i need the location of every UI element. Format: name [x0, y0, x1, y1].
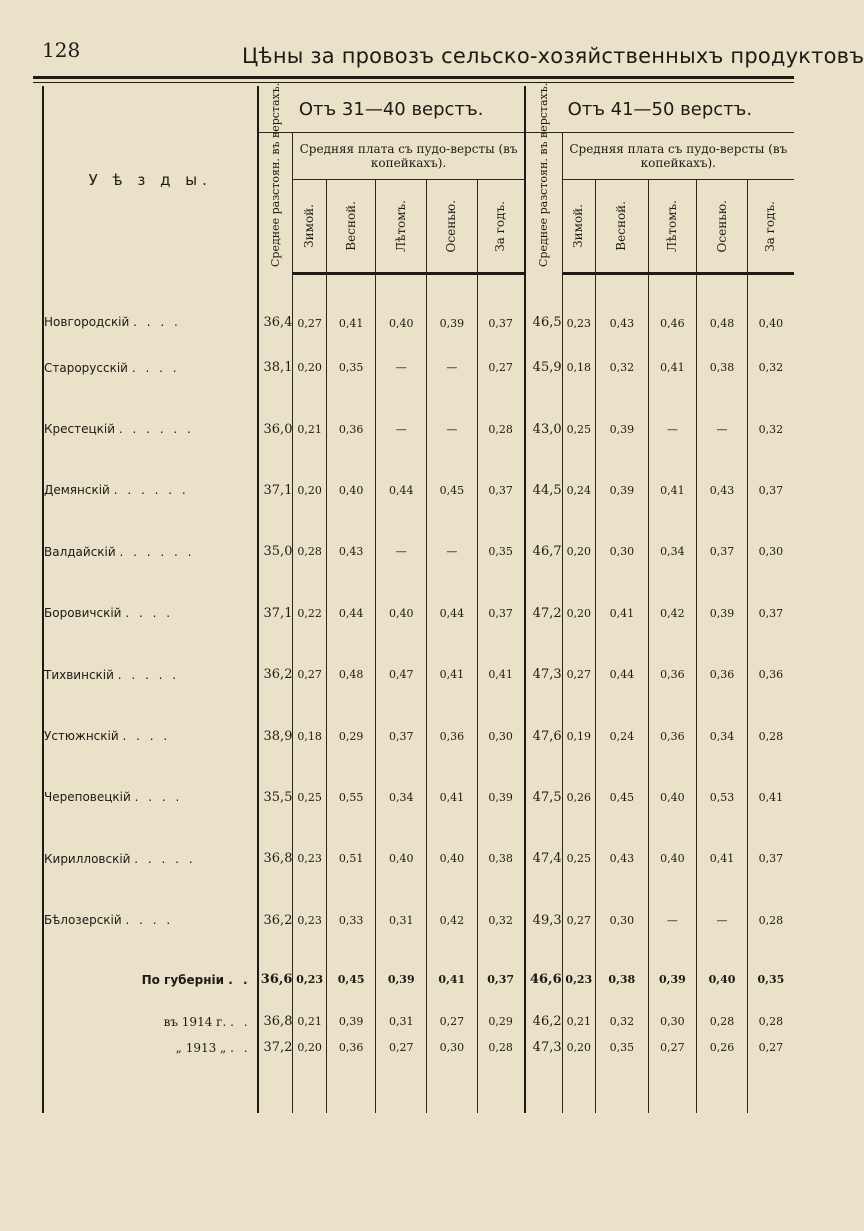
blank-cell: [293, 1061, 326, 1113]
distance-header-2: [525, 82, 562, 274]
season-year-1: [477, 180, 525, 274]
price-cell: 0,48: [697, 274, 748, 338]
uezd-name: Валдайскій: [44, 544, 116, 559]
blank-cell: [427, 1061, 478, 1113]
season-label: Весной.: [614, 201, 629, 251]
price-cell: —: [427, 398, 478, 459]
distance-cell: 35,0: [258, 521, 293, 582]
distance-cell: 37,1: [258, 583, 293, 644]
price-cell: 0,30: [427, 1035, 478, 1061]
page-number: 128: [42, 38, 81, 62]
price-cell: 0,48: [326, 644, 376, 705]
price-cell: 0,20: [293, 337, 326, 398]
uezd-name-cell: [43, 951, 258, 1009]
price-cell: 0,28: [293, 521, 326, 582]
season-label: За годъ.: [763, 200, 778, 252]
price-cell: —: [648, 890, 697, 951]
distance-cell: 37,1: [258, 460, 293, 521]
season-winter-2: [562, 180, 595, 274]
price-cell: 0,44: [326, 583, 376, 644]
season-label: Осенью.: [444, 199, 459, 253]
blank-cell: [326, 1061, 376, 1113]
uezd-name: Кирилловскій: [44, 851, 131, 866]
distance-cell: 36,6: [258, 951, 293, 1009]
price-cell: 0,29: [477, 1009, 525, 1035]
distance-cell: 43,0: [525, 398, 562, 459]
price-cell: 0,28: [477, 398, 525, 459]
price-cell: 0,41: [427, 951, 478, 1009]
distance-cell: 36,8: [258, 1009, 293, 1035]
blank-cell: [477, 1061, 525, 1113]
price-cell: 0,32: [477, 890, 525, 951]
blank-cell: [258, 1061, 293, 1113]
price-cell: 0,39: [376, 951, 427, 1009]
price-cell: 0,41: [747, 767, 794, 828]
price-cell: 0,55: [326, 767, 376, 828]
price-cell: 0,39: [326, 1009, 376, 1035]
price-cell: 0,31: [376, 1009, 427, 1035]
uezd-name: Новгородскій: [44, 315, 130, 330]
leader-dots: . . . .: [125, 913, 174, 928]
price-cell: 0,22: [293, 583, 326, 644]
price-cell: 0,27: [293, 644, 326, 705]
season-label: Зимой.: [302, 204, 317, 248]
price-cell: —: [376, 521, 427, 582]
price-cell: —: [427, 337, 478, 398]
price-cell: 0,38: [697, 337, 748, 398]
price-cell: 0,23: [562, 274, 595, 338]
price-cell: 0,35: [326, 337, 376, 398]
uezd-name: Старорусскій: [44, 360, 128, 375]
price-cell: 0,45: [596, 767, 649, 828]
price-cell: 0,34: [648, 521, 697, 582]
season-label: Лѣтомъ.: [393, 200, 408, 252]
price-cell: 0,30: [596, 890, 649, 951]
price-cell: 0,21: [293, 1009, 326, 1035]
price-cell: 0,51: [326, 828, 376, 889]
price-cell: 0,37: [477, 951, 525, 1009]
leader-dots: . . . .: [133, 315, 181, 330]
price-cell: 0,46: [648, 274, 697, 338]
price-cell: 0,53: [697, 767, 748, 828]
price-cell: 0,39: [697, 583, 748, 644]
price-cell: 0,32: [747, 337, 794, 398]
price-cell: 0,40: [376, 828, 427, 889]
distance-header-2-text: Среднее разстоян. въ верстахъ.: [536, 82, 550, 268]
leader-dots: . .: [230, 1014, 251, 1029]
price-cell: 0,36: [747, 644, 794, 705]
price-cell: —: [376, 337, 427, 398]
distance-cell: 37,2: [258, 1035, 293, 1061]
distance-cell: 36,0: [258, 398, 293, 459]
blank-cell: [697, 1061, 748, 1113]
price-cell: 0,36: [648, 705, 697, 766]
price-cell: 0,30: [596, 521, 649, 582]
price-cell: 0,40: [376, 274, 427, 338]
total-row: [43, 951, 794, 1009]
price-cell: 0,27: [477, 337, 525, 398]
season-autumn-1: [427, 180, 478, 274]
price-cell: 0,37: [697, 521, 748, 582]
uezd-name-cell: [43, 767, 258, 828]
price-cell: 0,41: [648, 337, 697, 398]
season-label: Лѣтомъ.: [664, 200, 679, 252]
price-cell: 0,40: [648, 828, 697, 889]
distance-cell: 46,6: [525, 951, 562, 1009]
price-cell: 0,35: [477, 521, 525, 582]
uezd-name: Тихвинскій: [44, 667, 114, 682]
price-cell: —: [376, 398, 427, 459]
top-rule: [33, 76, 794, 79]
running-title: Цѣны за провозъ сельско-хозяйственныхъ продуктовъ: [242, 44, 864, 68]
distance-cell: 47,4: [525, 828, 562, 889]
table-row: [43, 521, 794, 582]
price-cell: 0,41: [477, 644, 525, 705]
price-cell: 0,40: [747, 274, 794, 338]
price-cell: 0,42: [427, 890, 478, 951]
uezd-name: Устюжнскій: [44, 729, 119, 744]
price-cell: 0,27: [562, 890, 595, 951]
table-row: [43, 583, 794, 644]
leader-dots: . . . . . .: [113, 483, 189, 498]
uezd-name-cell: [43, 583, 258, 644]
price-cell: 0,41: [648, 460, 697, 521]
uezd-name-cell: [43, 705, 258, 766]
price-cell: 0,41: [697, 828, 748, 889]
table-row: [43, 890, 794, 951]
distance-cell: 47,5: [525, 767, 562, 828]
leader-dots: . . . .: [125, 606, 174, 621]
table-spacer-row: [43, 1061, 794, 1113]
price-cell: 0,20: [293, 460, 326, 521]
price-cell: 0,23: [293, 890, 326, 951]
distance-header-1: [258, 82, 293, 274]
season-spring-2: [596, 180, 649, 274]
price-cell: 0,39: [648, 951, 697, 1009]
price-cell: 0,20: [562, 583, 595, 644]
price-cell: 0,29: [326, 705, 376, 766]
price-cell: 0,25: [562, 828, 595, 889]
price-cell: —: [427, 521, 478, 582]
distance-cell: 46,5: [525, 274, 562, 338]
price-cell: 0,21: [562, 1009, 595, 1035]
price-cell: 0,37: [477, 460, 525, 521]
uezd-name-cell: [43, 828, 258, 889]
price-cell: 0,36: [648, 644, 697, 705]
table-row: [43, 767, 794, 828]
price-cell: 0,37: [747, 460, 794, 521]
uezdy-header: У ѣ з д ы.: [43, 86, 258, 274]
blank-cell: [525, 1061, 562, 1113]
table-row: [43, 460, 794, 521]
price-cell: 0,43: [326, 521, 376, 582]
leader-dots: . . . .: [131, 360, 180, 375]
price-cell: 0,18: [293, 705, 326, 766]
uezd-name-cell: [43, 890, 258, 951]
price-cell: 0,37: [477, 274, 525, 338]
price-cell: 0,27: [747, 1035, 794, 1061]
price-cell: 0,40: [697, 951, 748, 1009]
price-cell: 0,35: [747, 951, 794, 1009]
price-cell: 0,42: [648, 583, 697, 644]
season-winter-1: [293, 180, 326, 274]
avg-pay-header-1: Средняя плата съ пудо-версты (въ копейкахъ).: [293, 133, 525, 180]
distance-cell: 44,5: [525, 460, 562, 521]
distance-cell: 36,2: [258, 890, 293, 951]
price-cell: 0,28: [747, 1009, 794, 1035]
avg-pay-header-2: Средняя плата съ пудо-версты (въ копейкахъ).: [562, 133, 794, 180]
season-label: Осенью.: [714, 199, 729, 253]
blank-cell: [596, 1061, 649, 1113]
uezd-name: „ 1913 „: [175, 1040, 227, 1055]
price-cell: 0,34: [376, 767, 427, 828]
season-summer-1: [376, 180, 427, 274]
price-cell: —: [697, 890, 748, 951]
blank-cell: [376, 1061, 427, 1113]
uezd-name-cell: [43, 1035, 258, 1061]
distance-cell: 45,9: [525, 337, 562, 398]
freight-price-table: [42, 82, 794, 1113]
price-cell: 0,45: [326, 951, 376, 1009]
price-cell: 0,43: [596, 274, 649, 338]
leader-dots: . . . . . .: [118, 422, 194, 437]
year-row: [43, 1035, 794, 1061]
price-cell: 0,38: [596, 951, 649, 1009]
price-cell: 0,33: [326, 890, 376, 951]
season-label: Весной.: [343, 201, 358, 251]
price-cell: 0,41: [427, 767, 478, 828]
price-cell: 0,39: [596, 460, 649, 521]
price-cell: 0,43: [596, 828, 649, 889]
price-cell: 0,23: [293, 951, 326, 1009]
leader-dots: . . . . .: [117, 667, 180, 682]
distance-cell: 36,2: [258, 644, 293, 705]
price-cell: 0,34: [697, 705, 748, 766]
price-cell: 0,40: [376, 583, 427, 644]
price-cell: 0,28: [477, 1035, 525, 1061]
price-cell: 0,24: [562, 460, 595, 521]
price-cell: 0,39: [596, 398, 649, 459]
leader-dots: . . . . . .: [119, 544, 195, 559]
season-label: За годъ.: [493, 200, 508, 252]
price-cell: 0,18: [562, 337, 595, 398]
uezd-name: въ 1914 г.: [163, 1014, 227, 1029]
price-cell: 0,27: [427, 1009, 478, 1035]
distance-cell: 35,5: [258, 767, 293, 828]
price-cell: 0,45: [427, 460, 478, 521]
price-cell: 0,37: [376, 705, 427, 766]
distance-cell: 47,3: [525, 1035, 562, 1061]
price-cell: 0,21: [293, 398, 326, 459]
price-cell: 0,30: [747, 521, 794, 582]
price-cell: 0,47: [376, 644, 427, 705]
uezd-name-cell: [43, 460, 258, 521]
distance-cell: 49,3: [525, 890, 562, 951]
distance-cell: 47,2: [525, 583, 562, 644]
price-cell: 0,24: [596, 705, 649, 766]
uezd-name: Демянскій: [44, 483, 110, 498]
price-cell: 0,32: [747, 398, 794, 459]
leader-dots: . . . .: [134, 790, 183, 805]
year-row: [43, 1009, 794, 1035]
price-cell: 0,27: [376, 1035, 427, 1061]
season-spring-1: [326, 180, 376, 274]
distance-cell: 36,8: [258, 828, 293, 889]
table-row: [43, 705, 794, 766]
distance-cell: 38,9: [258, 705, 293, 766]
price-cell: 0,41: [596, 583, 649, 644]
blank-cell: [562, 1061, 595, 1113]
price-cell: 0,19: [562, 705, 595, 766]
distance-cell: 46,2: [525, 1009, 562, 1035]
price-cell: 0,43: [697, 460, 748, 521]
blank-cell: [43, 1061, 258, 1113]
price-cell: 0,44: [427, 583, 478, 644]
price-cell: 0,40: [648, 767, 697, 828]
price-cell: 0,36: [427, 705, 478, 766]
price-cell: 0,25: [293, 767, 326, 828]
price-cell: 0,39: [477, 767, 525, 828]
group-41-50-header: Отъ 41—50 верстъ.: [525, 86, 794, 133]
price-cell: 0,41: [427, 644, 478, 705]
price-cell: 0,37: [477, 583, 525, 644]
table-row: [43, 644, 794, 705]
uezd-name: Череповецкій: [44, 790, 131, 805]
price-cell: 0,36: [697, 644, 748, 705]
uezd-name-cell: [43, 398, 258, 459]
price-cell: 0,30: [477, 705, 525, 766]
price-cell: 0,27: [648, 1035, 697, 1061]
price-cell: 0,37: [747, 828, 794, 889]
season-label: Зимой.: [571, 204, 586, 248]
leader-dots: . . . . .: [134, 851, 196, 866]
table-row: [43, 398, 794, 459]
price-cell: 0,31: [376, 890, 427, 951]
uezd-name: Боровичскій: [44, 606, 122, 621]
price-cell: —: [697, 398, 748, 459]
price-cell: 0,30: [648, 1009, 697, 1035]
distance-cell: 36,4: [258, 274, 293, 338]
uezd-name-cell: [43, 337, 258, 398]
leader-dots: . .: [228, 972, 251, 987]
price-cell: 0,37: [747, 583, 794, 644]
distance-cell: 47,6: [525, 705, 562, 766]
price-cell: 0,44: [376, 460, 427, 521]
price-cell: 0,28: [747, 890, 794, 951]
price-cell: 0,25: [562, 398, 595, 459]
season-autumn-2: [697, 180, 748, 274]
price-cell: 0,20: [562, 521, 595, 582]
price-cell: 0,28: [697, 1009, 748, 1035]
table-row: [43, 828, 794, 889]
uezd-name-cell: [43, 644, 258, 705]
distance-header-1-text: Среднее разстоян. въ верстахъ.: [268, 82, 282, 268]
distance-cell: 47,3: [525, 644, 562, 705]
price-cell: 0,38: [477, 828, 525, 889]
price-cell: 0,23: [293, 828, 326, 889]
price-cell: 0,39: [427, 274, 478, 338]
price-cell: 0,36: [326, 398, 376, 459]
price-cell: 0,44: [596, 644, 649, 705]
price-cell: 0,20: [562, 1035, 595, 1061]
price-cell: 0,28: [747, 705, 794, 766]
price-cell: —: [648, 398, 697, 459]
price-cell: 0,40: [326, 460, 376, 521]
leader-dots: . .: [230, 1040, 251, 1055]
price-cell: 0,23: [562, 951, 595, 1009]
table-row: [43, 274, 794, 338]
price-cell: 0,26: [697, 1035, 748, 1061]
price-cell: 0,27: [293, 274, 326, 338]
price-cell: 0,32: [596, 1009, 649, 1035]
distance-cell: 46,7: [525, 521, 562, 582]
season-summer-2: [648, 180, 697, 274]
uezd-name-cell: [43, 521, 258, 582]
blank-cell: [648, 1061, 697, 1113]
uezd-name: Крестецкій: [44, 422, 116, 437]
price-cell: 0,40: [427, 828, 478, 889]
price-cell: 0,20: [293, 1035, 326, 1061]
price-cell: 0,36: [326, 1035, 376, 1061]
distance-cell: 38,1: [258, 337, 293, 398]
price-cell: 0,41: [326, 274, 376, 338]
price-cell: 0,32: [596, 337, 649, 398]
uezd-name-cell: [43, 274, 258, 338]
group-31-40-header: Отъ 31—40 верстъ.: [258, 86, 525, 133]
season-year-2: [747, 180, 794, 274]
blank-cell: [747, 1061, 794, 1113]
leader-dots: . . . .: [122, 729, 171, 744]
price-cell: 0,27: [562, 644, 595, 705]
top-rule-thin: [33, 82, 794, 83]
price-cell: 0,26: [562, 767, 595, 828]
uezd-name: По губерніи: [141, 972, 225, 987]
uezd-name-cell: [43, 1009, 258, 1035]
price-cell: 0,35: [596, 1035, 649, 1061]
table-row: [43, 337, 794, 398]
uezd-name: Бѣлозерскій: [44, 913, 122, 928]
